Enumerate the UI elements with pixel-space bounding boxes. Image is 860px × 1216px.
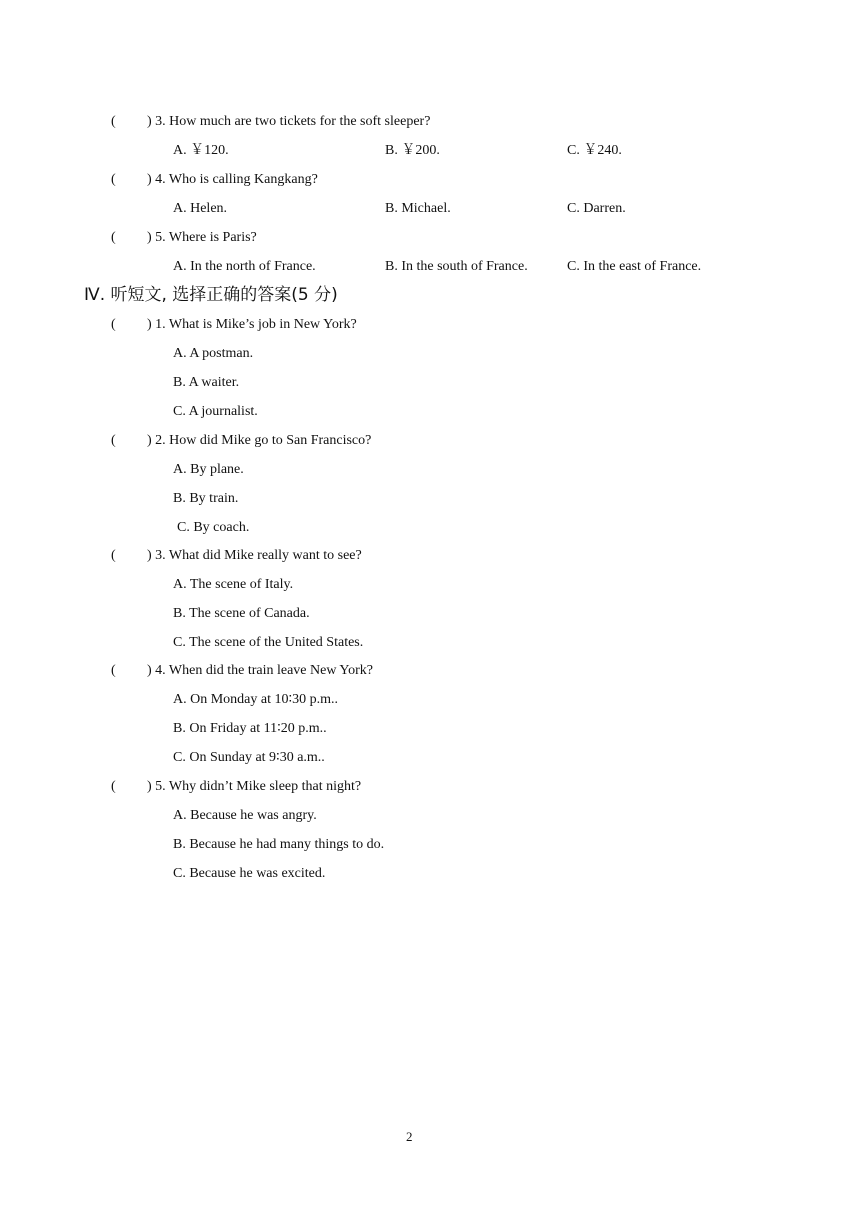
option-a: A. On Monday at 10∶30 p.m.. <box>173 692 339 707</box>
option-b: B. ￥200. <box>385 143 440 158</box>
option-b: B. In the south of France. <box>385 259 528 274</box>
answer-bracket[interactable]: ( <box>111 114 116 129</box>
option-a: A. Helen. <box>173 201 228 216</box>
question-text: ) 5. Where is Paris? <box>147 230 257 245</box>
option-a: A. Because he was angry. <box>173 808 317 823</box>
question-text: ) 3. How much are two tickets for the soft sleeper? <box>147 114 431 129</box>
option-c: C. By coach. <box>177 520 250 535</box>
option-a: A. ￥120. <box>173 143 229 158</box>
answer-bracket[interactable]: ( <box>111 317 116 332</box>
answer-bracket[interactable]: ( <box>111 548 116 563</box>
option-c: C. In the east of France. <box>567 259 702 274</box>
option-a: A. By plane. <box>173 462 244 477</box>
section-title: Ⅳ. 听短文, 选择正确的答案(5 分) <box>84 285 338 305</box>
question-text: ) 4. When did the train leave New York? <box>147 663 374 678</box>
page-number: 2 <box>406 1129 413 1144</box>
option-b: B. Michael. <box>385 201 451 216</box>
option-b: B. A waiter. <box>173 375 240 390</box>
question-text: ) 2. How did Mike go to San Francisco? <box>147 433 372 448</box>
option-a: A. A postman. <box>173 346 254 361</box>
option-c: C. Because he was excited. <box>173 866 326 881</box>
question-text: ) 1. What is Mike’s job in New York? <box>147 317 357 332</box>
option-c: C. A journalist. <box>173 404 258 419</box>
option-b: B. On Friday at 11∶20 p.m.. <box>173 721 327 736</box>
option-b: B. The scene of Canada. <box>173 606 310 621</box>
question-text: ) 4. Who is calling Kangkang? <box>147 172 318 187</box>
option-b: B. Because he had many things to do. <box>173 837 385 852</box>
option-b: B. By train. <box>173 491 239 506</box>
question-text: ) 5. Why didn’t Mike sleep that night? <box>147 779 362 794</box>
option-c: C. Darren. <box>567 201 626 216</box>
answer-bracket[interactable]: ( <box>111 433 116 448</box>
answer-bracket[interactable]: ( <box>111 779 116 794</box>
question-text: ) 3. What did Mike really want to see? <box>147 548 362 563</box>
option-a: A. The scene of Italy. <box>173 577 294 592</box>
option-a: A. In the north of France. <box>173 259 316 274</box>
answer-bracket[interactable]: ( <box>111 172 116 187</box>
option-c: C. On Sunday at 9∶30 a.m.. <box>173 750 325 765</box>
option-c: C. The scene of the United States. <box>173 635 364 650</box>
option-c: C. ￥240. <box>567 143 622 158</box>
answer-bracket[interactable]: ( <box>111 230 116 245</box>
answer-bracket[interactable]: ( <box>111 663 116 678</box>
